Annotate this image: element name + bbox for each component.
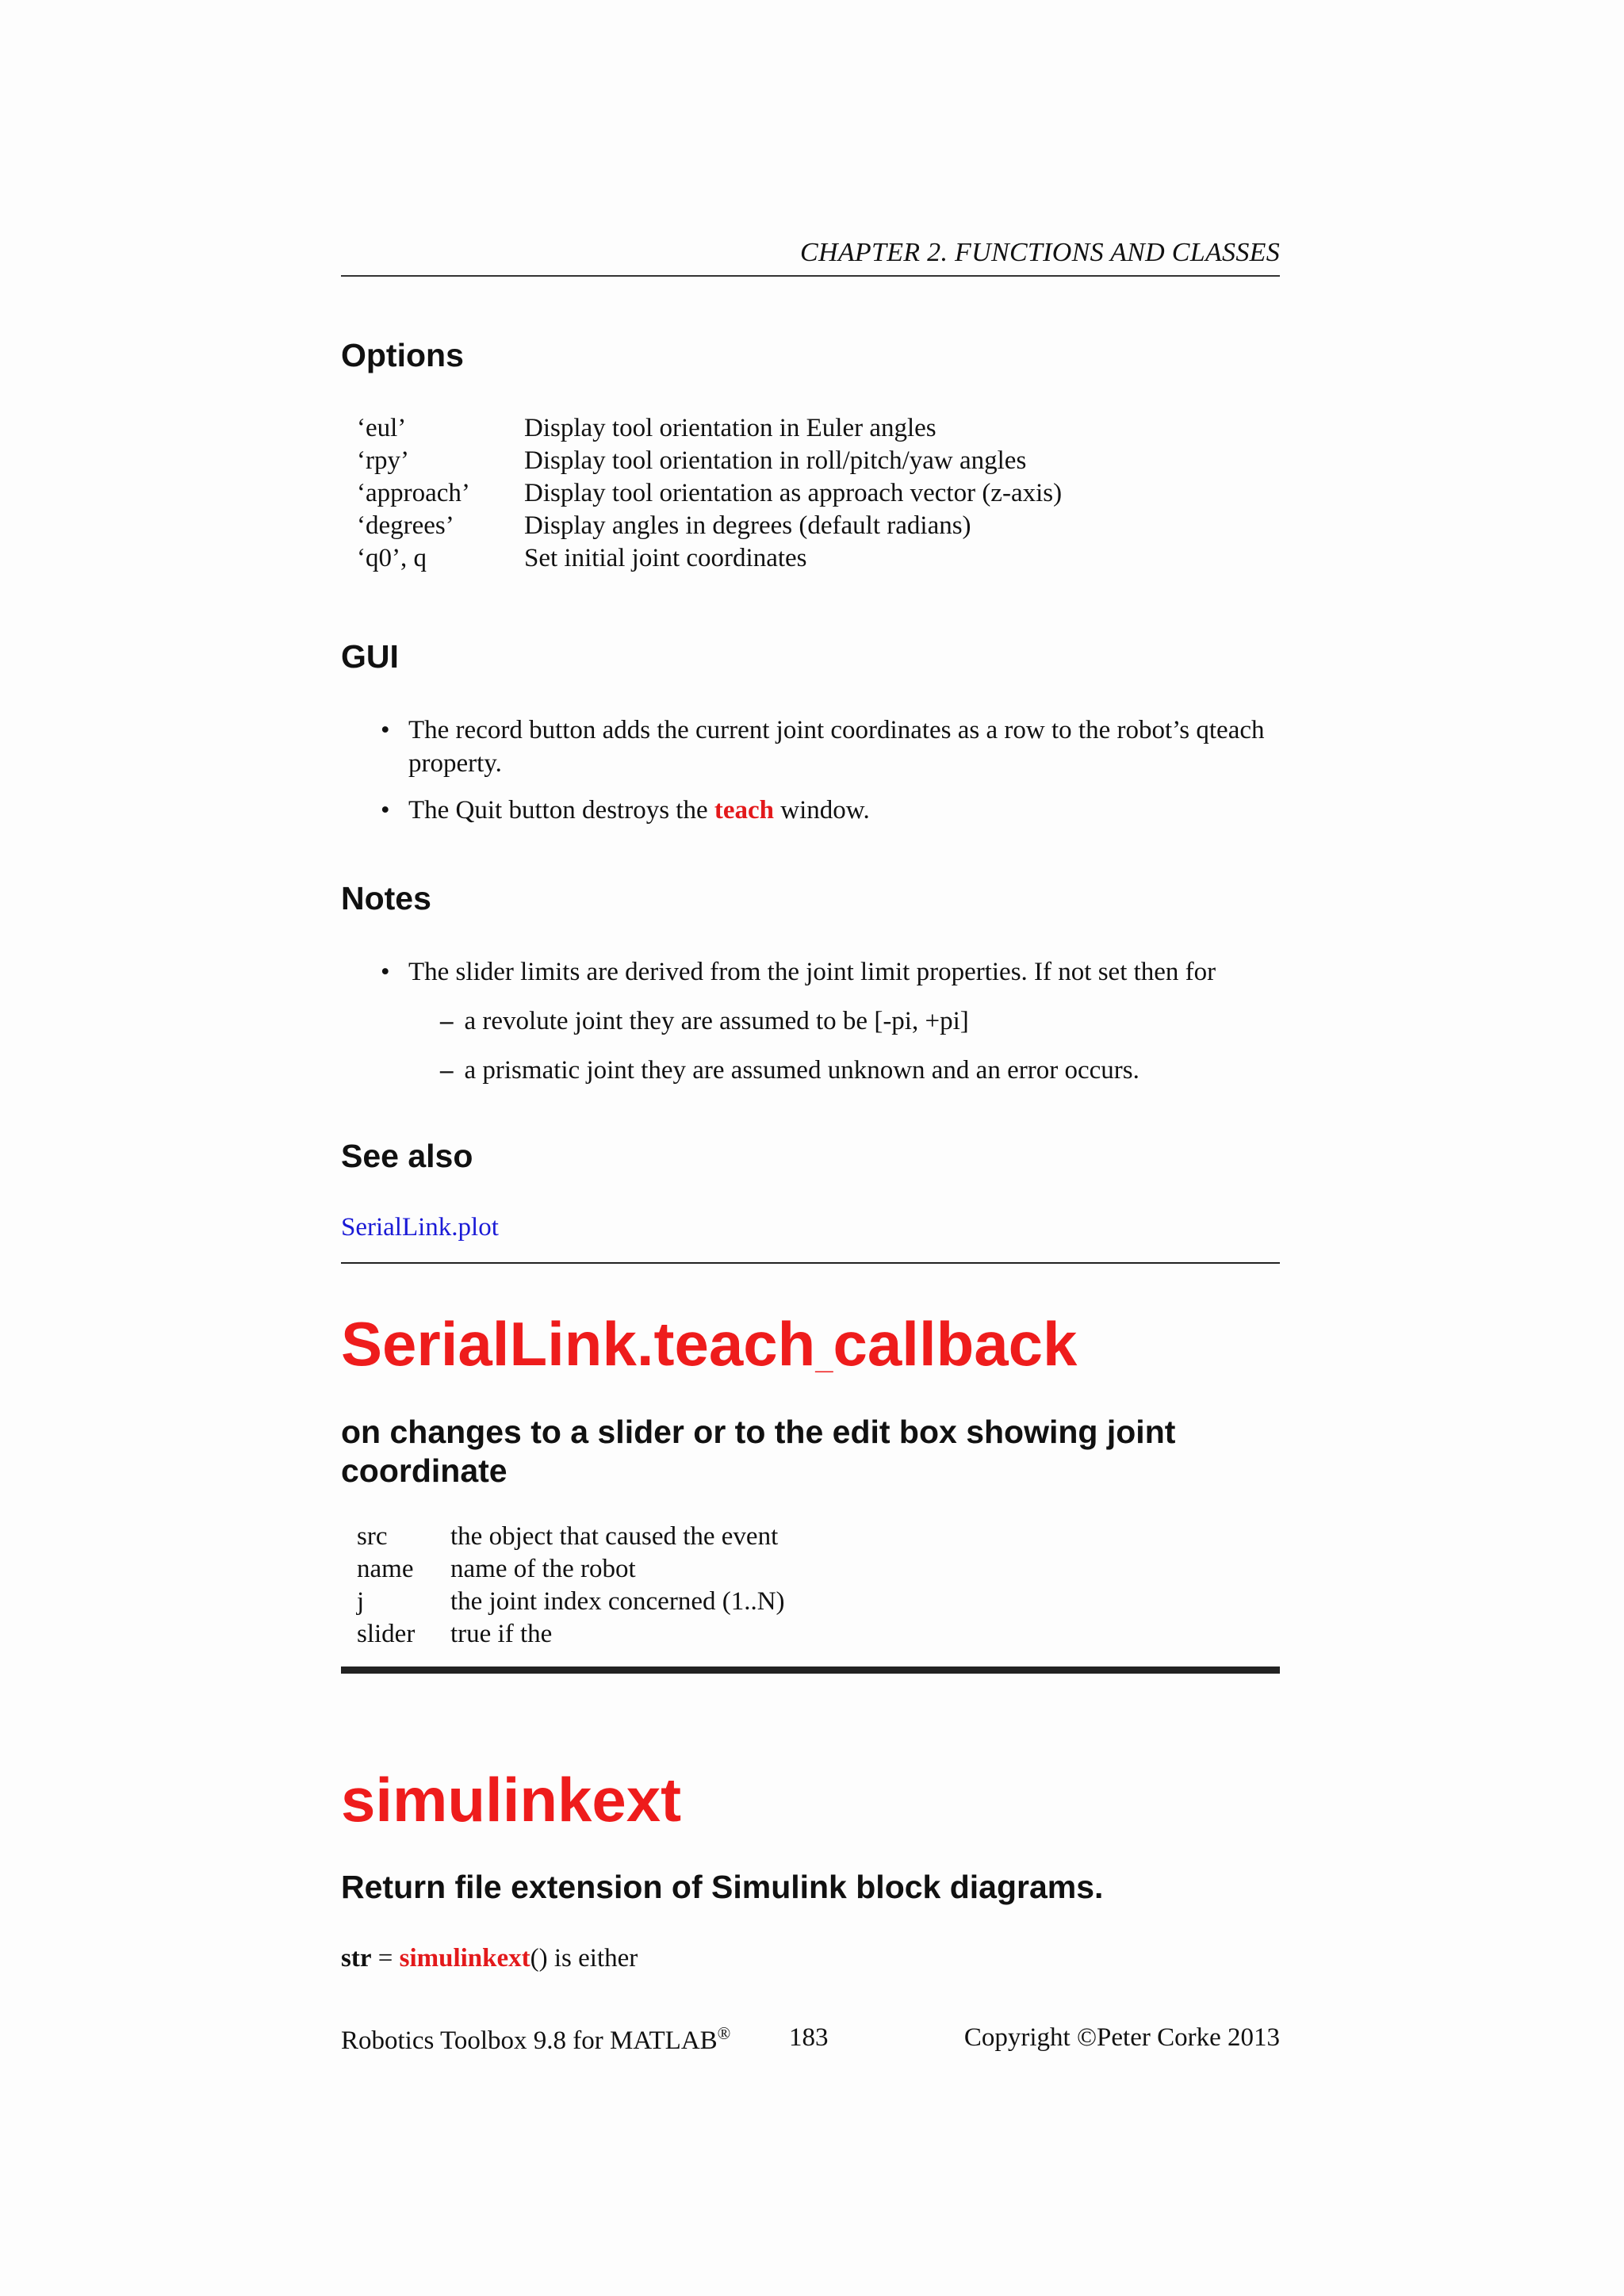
gui-heading: GUI	[341, 638, 399, 675]
bullet-icon: •	[381, 958, 390, 986]
option-desc: Display tool orientation in Euler angles	[524, 414, 936, 442]
table-row	[357, 477, 1062, 510]
dash-marker: –	[440, 1056, 454, 1085]
document-page	[341, 0, 1280, 2296]
options-table	[357, 412, 1062, 575]
gui-list	[341, 714, 1280, 827]
param-desc: the object that caused the event	[450, 1522, 779, 1551]
section-divider	[341, 1262, 1280, 1264]
param-key: name	[357, 1555, 414, 1583]
list-item	[440, 1054, 1139, 1087]
param-key: slider	[357, 1620, 416, 1648]
table-row	[357, 1586, 785, 1618]
table-row	[357, 1521, 785, 1553]
serial-link-plot-link[interactable]: SerialLink.plot	[341, 1213, 499, 1242]
gui-bullet-text: window.	[774, 796, 870, 825]
list-item	[440, 1004, 969, 1038]
option-desc: Display tool orientation in roll/pitch/yaw angles	[524, 446, 1027, 475]
table-row	[357, 542, 1062, 575]
option-desc: Display tool orientation as approach vector (z-axis)	[524, 479, 1063, 507]
simulinkext-title: simulinkext	[341, 1765, 682, 1835]
option-key: ‘rpy’	[357, 446, 409, 475]
notes-sub-text: a revolute joint they are assumed to be [-pi, +pi]	[464, 1007, 969, 1035]
list-item	[341, 794, 1280, 827]
option-key: ‘q0’, q	[357, 544, 427, 572]
option-key: ‘degrees’	[357, 511, 454, 540]
notes-sub-text: a prismatic joint they are assumed unknown and an error occurs.	[464, 1056, 1139, 1085]
title-part: callback	[833, 1309, 1078, 1379]
table-row	[357, 412, 1062, 445]
simulinkext-description	[341, 1944, 638, 1973]
bullet-icon: •	[381, 716, 390, 744]
param-desc: the joint index concerned (1..N)	[450, 1587, 785, 1616]
notes-list	[341, 955, 1280, 989]
footer-title	[341, 2023, 730, 2056]
equals-text: =	[371, 1944, 400, 1973]
notes-heading: Notes	[341, 880, 431, 916]
bullet-icon: •	[381, 796, 390, 825]
param-desc: true if the	[450, 1620, 553, 1648]
gui-bullet-text: The record button adds the current joint coordinates as a row to the robot’s qteach property.	[408, 716, 1265, 778]
option-desc: Display angles in degrees (default radians)	[524, 511, 971, 540]
dash-marker: –	[440, 1007, 454, 1035]
param-key: src	[357, 1522, 388, 1551]
header-rule	[341, 275, 1280, 277]
running-head: CHAPTER 2. FUNCTIONS AND CLASSES	[800, 238, 1280, 267]
thick-divider	[341, 1667, 1280, 1674]
list-item	[341, 955, 1280, 989]
teach-link[interactable]: teach	[714, 796, 775, 825]
teach-callback-subtitle: on changes to a slider or to the edit box showing joint coordinate	[341, 1414, 1176, 1489]
description-text: () is either	[530, 1944, 638, 1973]
option-key: ‘eul’	[357, 414, 407, 442]
return-var: str	[341, 1944, 372, 1973]
copyright: Copyright ©Peter Corke 2013	[963, 2023, 1280, 2052]
simulinkext-subtitle: Return file extension of Simulink block diagrams.	[341, 1869, 1104, 1905]
see-also-heading: See also	[341, 1138, 473, 1174]
options-heading: Options	[341, 337, 464, 373]
param-desc: name of the robot	[450, 1555, 636, 1583]
table-row	[357, 1618, 785, 1651]
registered-mark: ®	[717, 2023, 731, 2043]
params-table	[357, 1521, 785, 1651]
gui-bullet-text: The Quit button destroys the	[408, 796, 714, 825]
simulinkext-link[interactable]: simulinkext	[399, 1944, 530, 1973]
underscore-glyph: _	[815, 1341, 833, 1376]
table-row	[357, 510, 1062, 542]
teach-callback-title	[341, 1308, 1077, 1394]
page-number: 183	[789, 2023, 829, 2052]
notes-bullet-text: The slider limits are derived from the joint limit properties. If not set then for	[408, 958, 1216, 986]
option-desc: Set initial joint coordinates	[524, 544, 807, 572]
table-row	[357, 1553, 785, 1586]
table-row	[357, 445, 1062, 477]
list-item	[341, 714, 1280, 780]
param-key: j	[357, 1587, 365, 1616]
title-part: SerialLink.teach	[341, 1309, 816, 1379]
option-key: ‘approach’	[357, 479, 470, 507]
footer-title-text: Robotics Toolbox 9.8 for MATLAB	[341, 2026, 718, 2055]
